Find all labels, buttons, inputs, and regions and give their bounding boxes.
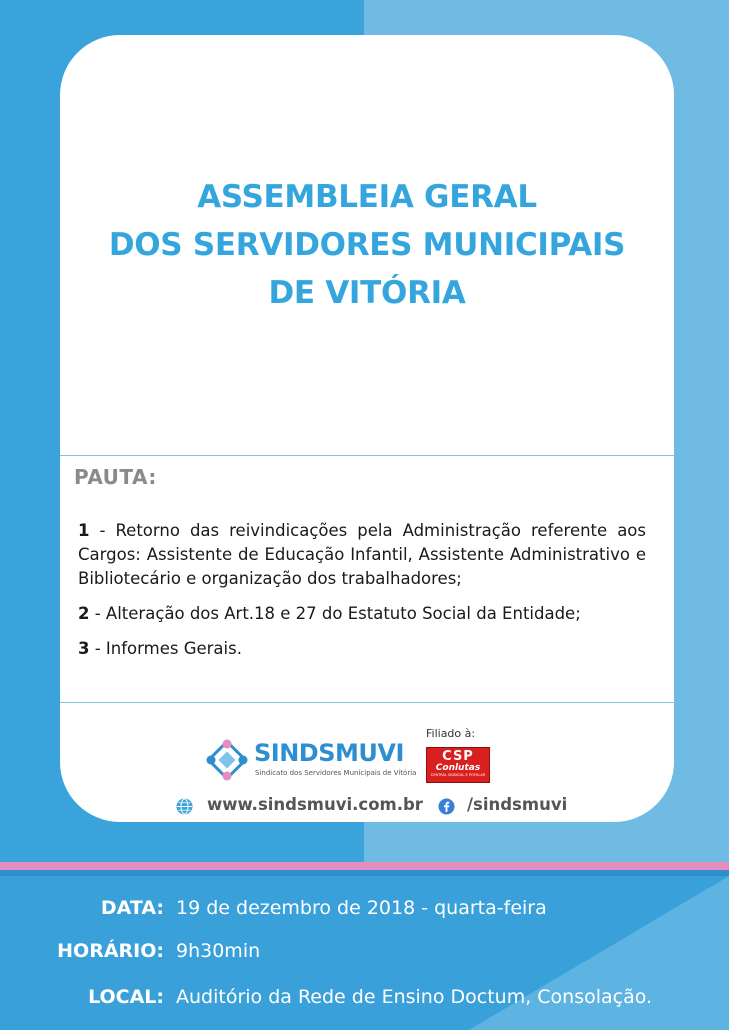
poster-title <box>60 173 674 317</box>
place-label: LOCAL: <box>88 986 164 1008</box>
agenda-item-2 <box>78 602 646 626</box>
logo-name: SINDSMUVI <box>254 739 404 767</box>
place-value: Auditório da Rede de Ensino Doctum, Consolação. <box>176 986 653 1008</box>
affiliation-label: Filiado à: <box>426 727 476 740</box>
badge-script: Conlutas <box>435 763 481 773</box>
date-row <box>0 893 729 923</box>
agenda-text: - Retorno das reivindicações pela Administração referente aos Cargos: Assistente de Educação Infantil, Assistente Administrativo e Bibliotecário e organização dos trabalhadores; <box>78 521 646 588</box>
csp-conlutas-badge <box>426 747 490 783</box>
badge-main: CSP <box>442 749 474 764</box>
divider-top <box>60 455 674 456</box>
title-line-3: DE VITÓRIA <box>268 275 466 311</box>
agenda-text: - Alteração dos Art.18 e 27 do Estatuto Social da Entidade; <box>89 604 581 623</box>
place-row <box>0 982 729 1012</box>
time-value: 9h30min <box>176 940 261 962</box>
divider-bottom <box>60 702 674 703</box>
agenda-list <box>78 519 646 672</box>
date-value: 19 de dezembro de 2018 - quarta-feira <box>176 897 547 919</box>
sindsmuvi-logo-mark <box>205 738 249 782</box>
time-label: HORÁRIO: <box>57 940 164 962</box>
sindsmuvi-logo <box>205 738 417 782</box>
logo-subtitle: Sindicato dos Servidores Municipais de Vitória <box>255 769 417 777</box>
agenda-number: 1 <box>78 521 90 540</box>
agenda-number: 3 <box>78 639 90 658</box>
pauta-label: PAUTA: <box>74 465 157 489</box>
date-label: DATA: <box>100 897 164 919</box>
time-row <box>0 936 729 966</box>
website-link[interactable]: www.sindsmuvi.com.br <box>207 795 423 814</box>
facebook-icon <box>438 798 455 815</box>
poster-card <box>60 35 674 822</box>
title-line-1: ASSEMBLEIA GERAL <box>197 179 537 215</box>
agenda-text: - Informes Gerais. <box>89 639 242 658</box>
pink-stripe <box>0 862 729 870</box>
agenda-item-1 <box>78 519 646 591</box>
title-line-2: DOS SERVIDORES MUNICIPAIS <box>108 227 626 263</box>
agenda-number: 2 <box>78 604 90 623</box>
agenda-item-3 <box>78 637 646 661</box>
globe-icon <box>176 798 193 815</box>
facebook-link[interactable]: /sindsmuvi <box>467 795 568 814</box>
badge-tiny: CENTRAL SINDICAL E POPULAR <box>430 773 486 777</box>
